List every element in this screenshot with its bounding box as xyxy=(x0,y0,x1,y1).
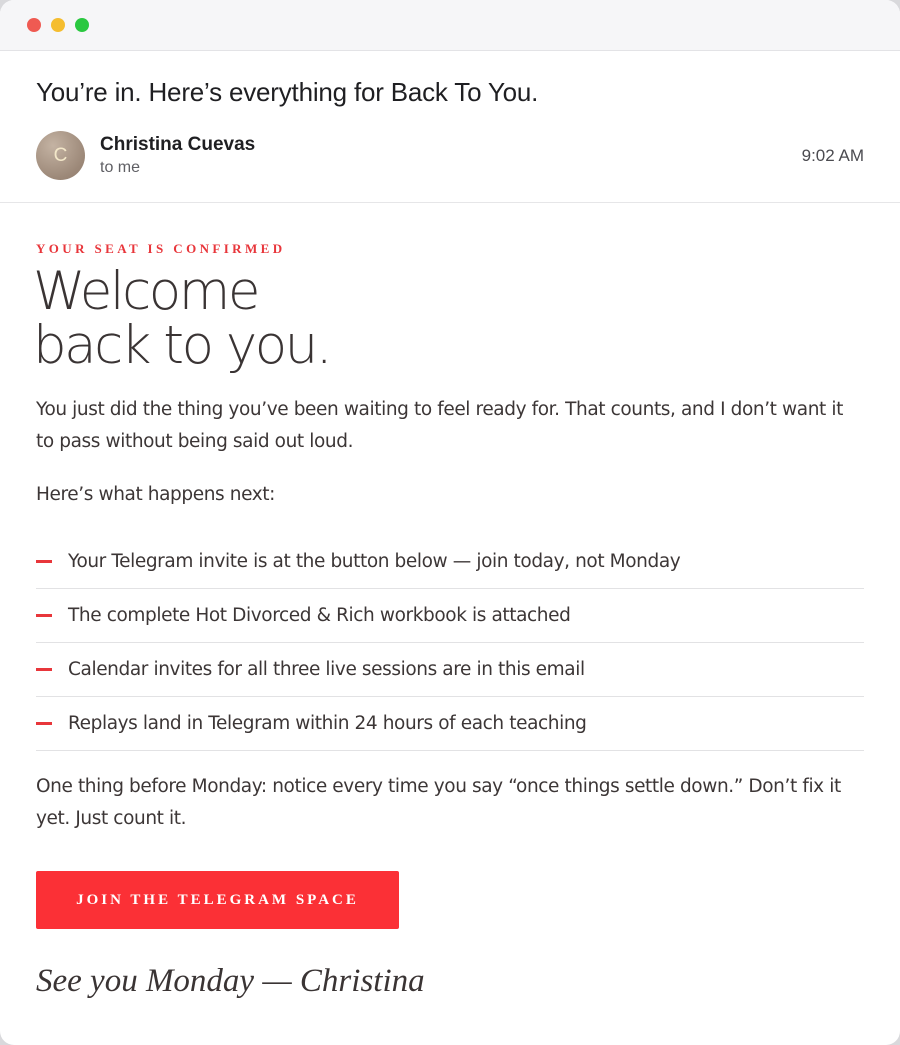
list-item-text: Your Telegram invite is at the button below — join today, not Monday xyxy=(68,551,681,572)
headline-line-1: Welcome xyxy=(33,261,258,322)
list-item xyxy=(36,697,864,751)
intro-paragraph: You just did the thing you’ve been waiting to feel ready for. That counts, and I don’t want it to pass without being said out loud. xyxy=(36,399,843,452)
list-item xyxy=(36,643,864,697)
email-timestamp: 9:02 AM xyxy=(801,146,864,165)
list-item-text: Replays land in Telegram within 24 hours of each teaching xyxy=(68,713,587,734)
list-item-text: The complete Hot Divorced & Rich workbook is attached xyxy=(68,605,571,626)
welcome-headline xyxy=(33,261,331,376)
dash-bullet-icon xyxy=(36,614,52,617)
dash-bullet-icon xyxy=(36,560,52,563)
monday-note-paragraph: One thing before Monday: notice every time you say “once things settle down.” Don’t fix it yet. Just count it. xyxy=(36,776,841,829)
signoff: See you Monday — Christina xyxy=(36,963,425,999)
recipient-label[interactable]: to me xyxy=(100,159,141,176)
maximize-window-button[interactable] xyxy=(75,18,89,32)
sender-avatar[interactable]: C xyxy=(36,131,85,180)
sender-name[interactable]: Christina Cuevas xyxy=(100,134,256,155)
email-header xyxy=(0,51,900,203)
next-steps-list xyxy=(36,535,864,751)
eyebrow-label: YOUR SEAT IS CONFIRMED xyxy=(36,241,286,256)
next-steps-lead: Here’s what happens next: xyxy=(36,484,275,505)
list-item-text: Calendar invites for all three live sessions are in this email xyxy=(68,659,585,680)
window-titlebar xyxy=(0,0,900,51)
minimize-window-button[interactable] xyxy=(51,18,65,32)
dash-bullet-icon xyxy=(36,722,52,725)
join-telegram-button[interactable]: JOIN THE TELEGRAM SPACE xyxy=(36,871,399,929)
list-item xyxy=(36,535,864,589)
list-item xyxy=(36,589,864,643)
email-subject: You’re in. Here’s everything for Back To You. xyxy=(36,77,539,107)
headline-line-2: back to you. xyxy=(33,315,331,376)
close-window-button[interactable] xyxy=(27,18,41,32)
dash-bullet-icon xyxy=(36,668,52,671)
